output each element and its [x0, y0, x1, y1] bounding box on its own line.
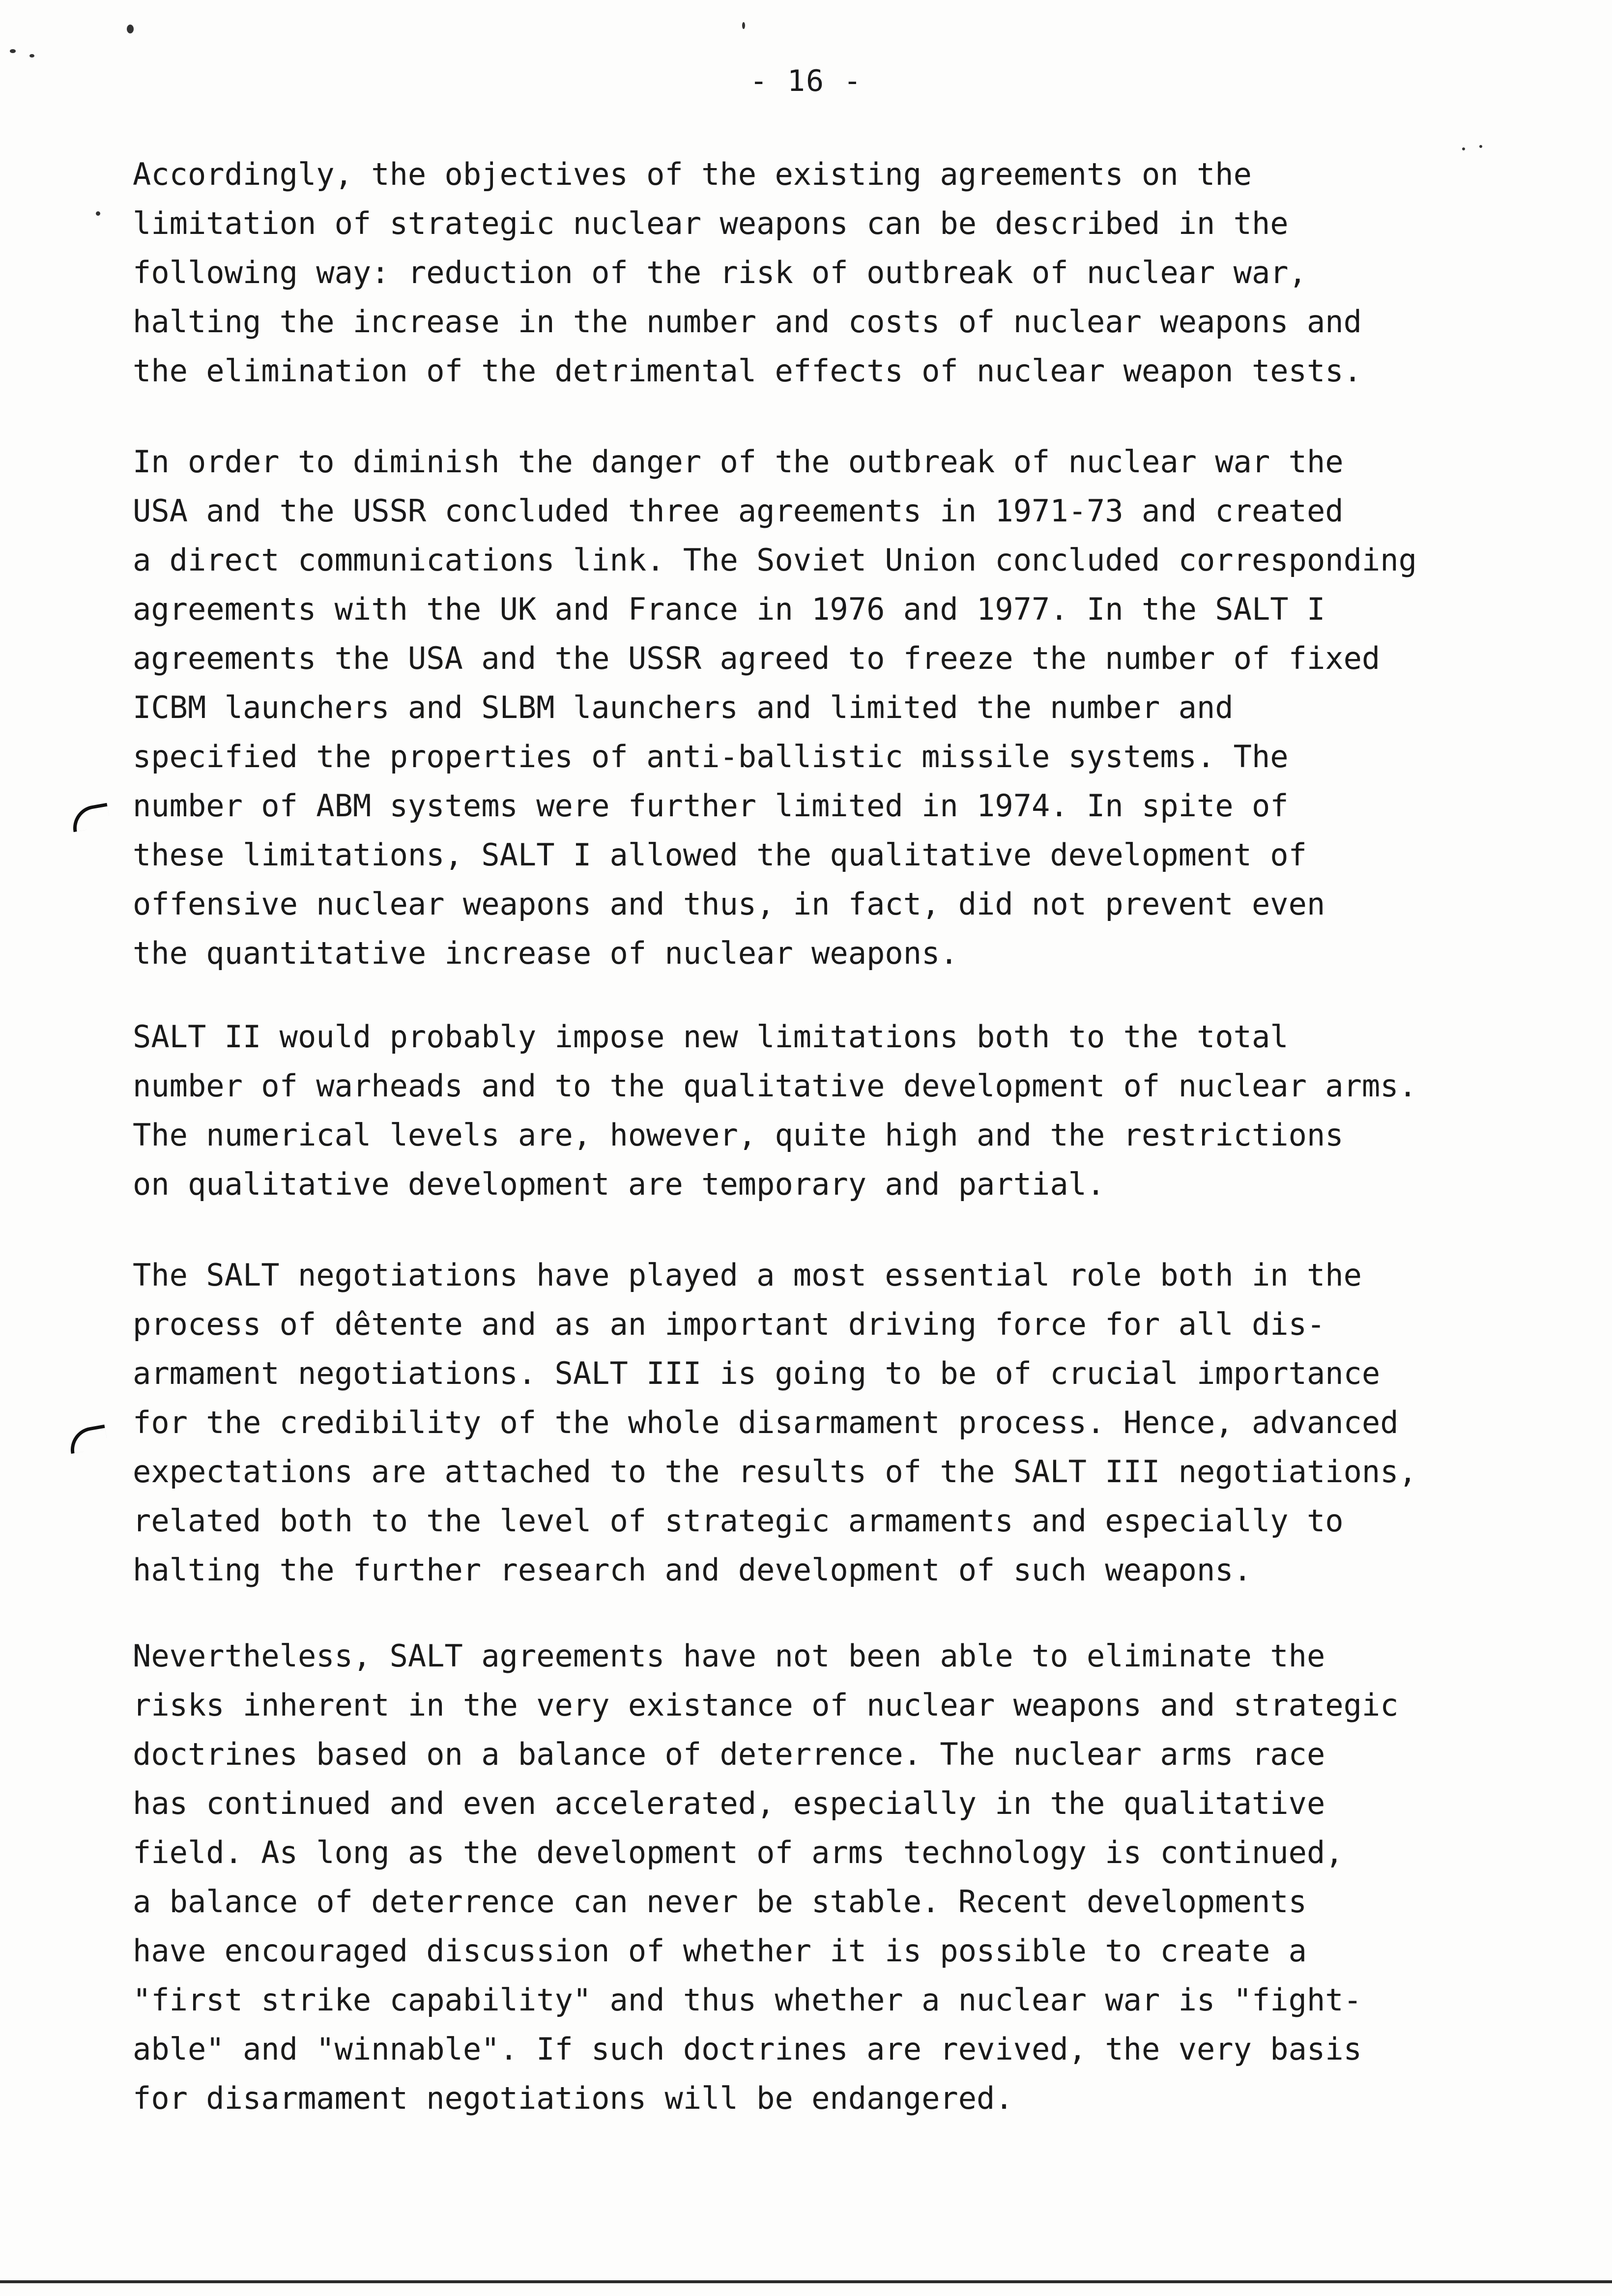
- scan-speck: [29, 54, 34, 57]
- text-line: a direct communications link. The Soviet Union concluded corresponding: [133, 542, 1417, 578]
- text-line: halting the further research and development of such weapons.: [133, 1552, 1252, 1588]
- text-line: The numerical levels are, however, quite high and the restrictions: [133, 1117, 1344, 1153]
- text-line: agreements with the UK and France in 1976 and 1977. In the SALT I: [133, 591, 1325, 627]
- text-line: doctrines based on a balance of deterrence. The nuclear arms race: [133, 1736, 1325, 1772]
- text-line: field. As long as the development of arms technology is continued,: [133, 1835, 1344, 1870]
- paragraph-5: [133, 1632, 1558, 2123]
- text-line: following way: reduction of the risk of outbreak of nuclear war,: [133, 255, 1307, 290]
- scan-speck: [127, 25, 134, 33]
- text-line: expectations are attached to the results of the SALT III negotiations,: [133, 1454, 1417, 1490]
- text-line: specified the properties of anti-ballistic missile systems. The: [133, 739, 1289, 775]
- page-number: - 16 -: [749, 64, 863, 98]
- scan-speck: [10, 49, 16, 53]
- text-line: Accordingly, the objectives of the existing agreements on the: [133, 156, 1252, 192]
- text-line: on qualitative development are temporary and partial.: [133, 1166, 1105, 1202]
- text-line: armament negotiations. SALT III is going to be of crucial importance: [133, 1355, 1381, 1391]
- text-line: Nevertheless, SALT agreements have not been able to eliminate the: [133, 1638, 1325, 1674]
- text-line: a balance of deterrence can never be stable. Recent developments: [133, 1884, 1307, 1920]
- scan-speck: [1479, 145, 1482, 148]
- text-line: "first strike capability" and thus whether a nuclear war is "fight-: [133, 1982, 1362, 2018]
- text-line: USA and the USSR concluded three agreements in 1971-73 and created: [133, 493, 1344, 529]
- text-line: halting the increase in the number and costs of nuclear weapons and: [133, 304, 1362, 340]
- text-line: agreements the USA and the USSR agreed to freeze the number of fixed: [133, 640, 1381, 676]
- scan-speck: [96, 211, 100, 216]
- text-line: In order to diminish the danger of the outbreak of nuclear war the: [133, 444, 1344, 480]
- text-line: offensive nuclear weapons and thus, in fact, did not prevent even: [133, 886, 1325, 922]
- paragraph-1: [133, 150, 1558, 396]
- text-line: risks inherent in the very existance of nuclear weapons and strategic: [133, 1687, 1399, 1723]
- text-line: number of ABM systems were further limited in 1974. In spite of: [133, 788, 1289, 824]
- text-line: these limitations, SALT I allowed the qualitative development of: [133, 837, 1307, 873]
- text-line: related both to the level of strategic armaments and especially to: [133, 1503, 1344, 1539]
- text-line: able" and "winnable". If such doctrines are revived, the very basis: [133, 2031, 1362, 2067]
- text-line: the quantitative increase of nuclear weapons.: [133, 935, 958, 971]
- text-line: The SALT negotiations have played a most essential role both in the: [133, 1257, 1362, 1293]
- text-line: limitation of strategic nuclear weapons can be described in the: [133, 205, 1289, 241]
- paragraph-4: [133, 1251, 1558, 1595]
- text-line: number of warheads and to the qualitative development of nuclear arms.: [133, 1068, 1417, 1104]
- text-line: has continued and even accelerated, especially in the qualitative: [133, 1785, 1325, 1821]
- scan-speck: [742, 22, 745, 29]
- text-line: have encouraged discussion of whether it is possible to create a: [133, 1933, 1307, 1969]
- paragraph-3: [133, 1012, 1558, 1209]
- text-line: SALT II would probably impose new limitations both to the total: [133, 1019, 1289, 1055]
- paragraph-2: [133, 437, 1558, 978]
- text-line: process of dêtente and as an important driving force for all dis-: [133, 1306, 1325, 1342]
- bottom-scan-edge: [0, 2280, 1612, 2283]
- text-line: for the credibility of the whole disarmament process. Hence, advanced: [133, 1405, 1399, 1440]
- margin-bracket-mark: [70, 803, 111, 832]
- text-line: for disarmament negotiations will be endangered.: [133, 2080, 1013, 2116]
- margin-bracket-mark: [67, 1425, 109, 1454]
- text-line: the elimination of the detrimental effects of nuclear weapon tests.: [133, 353, 1362, 389]
- text-line: ICBM launchers and SLBM launchers and limited the number and: [133, 689, 1234, 725]
